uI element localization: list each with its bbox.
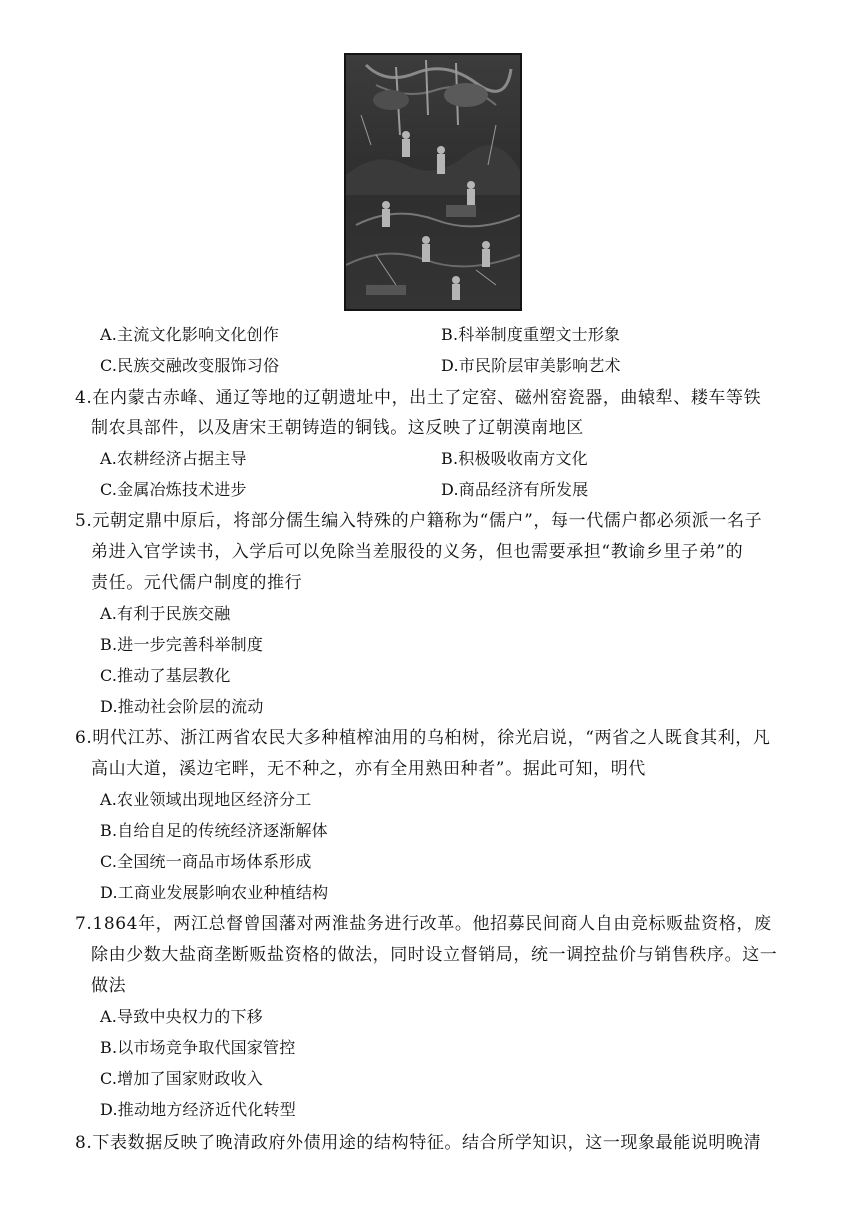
q5-option-b: B.进一步完善科举制度 [100,635,264,654]
q7-option-d: D.推动地方经济近代化转型 [100,1100,296,1119]
q7-option-a: A.导致中央权力的下移 [100,1007,263,1026]
q6-option-a: A.农业领域出现地区经济分工 [100,790,312,809]
q6-option-b: B.自给自足的传统经济逐渐解体 [100,821,328,840]
q7-stem-line-2: 除由少数大盐商垄断贩盐资格的做法，同时设立督销局，统一调控盐价与销售秩序。这一 [91,945,778,965]
q5-option-c: C.推动了基层教化 [100,666,231,685]
q3-option-b: B.科举制度重塑文士形象 [441,325,621,344]
q7-stem-line-3: 做法 [91,976,127,996]
q4-stem-line-2: 制农具部件，以及唐宋王朝铸造的铜钱。这反映了辽朝漠南地区 [91,418,584,438]
painting-image [346,55,520,309]
q6-stem-line-1: 6.明代江苏、浙江两省农民大多种植榨油用的乌桕树，徐光启说，“两省之人既食其利，凡 [75,728,771,748]
q5-option-d: D.推动社会阶层的流动 [100,697,264,716]
page-footer-faded [40,1210,840,1227]
q5-option-a: A.有利于民族交融 [100,604,231,623]
q3-option-a: A.主流文化影响文化创作 [100,325,280,344]
q4-option-d: D.商品经济有所发展 [441,480,589,499]
q5-stem-line-3: 责任。元代儒户制度的推行 [91,573,303,593]
q4-option-b: B.积极吸收南方文化 [441,449,588,468]
q3-option-d: D.市民阶层审美影响艺术 [441,356,621,375]
q5-stem-line-1: 5.元朝定鼎中原后，将部分儒生编入特殊的户籍称为“儒户”，每一代儒户都必须派一名子 [75,511,763,531]
q7-option-c: C.增加了国家财政收入 [100,1069,263,1088]
painting-figure [344,53,522,311]
q4-option-a: A.农耕经济占据主导 [100,449,247,468]
q8-stem-line-1: 8.下表数据反映了晚清政府外债用途的结构特征。结合所学知识，这一现象最能说明晚清 [75,1133,762,1153]
q4-stem-line-1: 4.在内蒙古赤峰、通辽等地的辽朝遗址中，出土了定窑、磁州窑瓷器，曲辕犁、耧车等铁 [75,388,762,408]
q6-option-c: C.全国统一商品市场体系形成 [100,852,312,871]
q6-stem-line-2: 高山大道，溪边宅畔，无不种之，亦有全用熟田种者”。据此可知，明代 [91,759,646,779]
q6-option-d: D.工商业发展影响农业种植结构 [100,883,329,902]
q5-stem-line-2: 弟进入官学读书，入学后可以免除当差服役的义务，但也需要承担“教谕乡里子弟”的 [91,542,744,562]
q7-option-b: B.以市场竞争取代国家管控 [100,1038,296,1057]
q3-option-c: C.民族交融改变服饰习俗 [100,356,280,375]
q7-stem-line-1: 7.1864年，两江总督曾国藩对两淮盐务进行改革。他招募民间商人自由竞标贩盐资格，废 [75,914,772,934]
q4-option-c: C.金属冶炼技术进步 [100,480,247,499]
